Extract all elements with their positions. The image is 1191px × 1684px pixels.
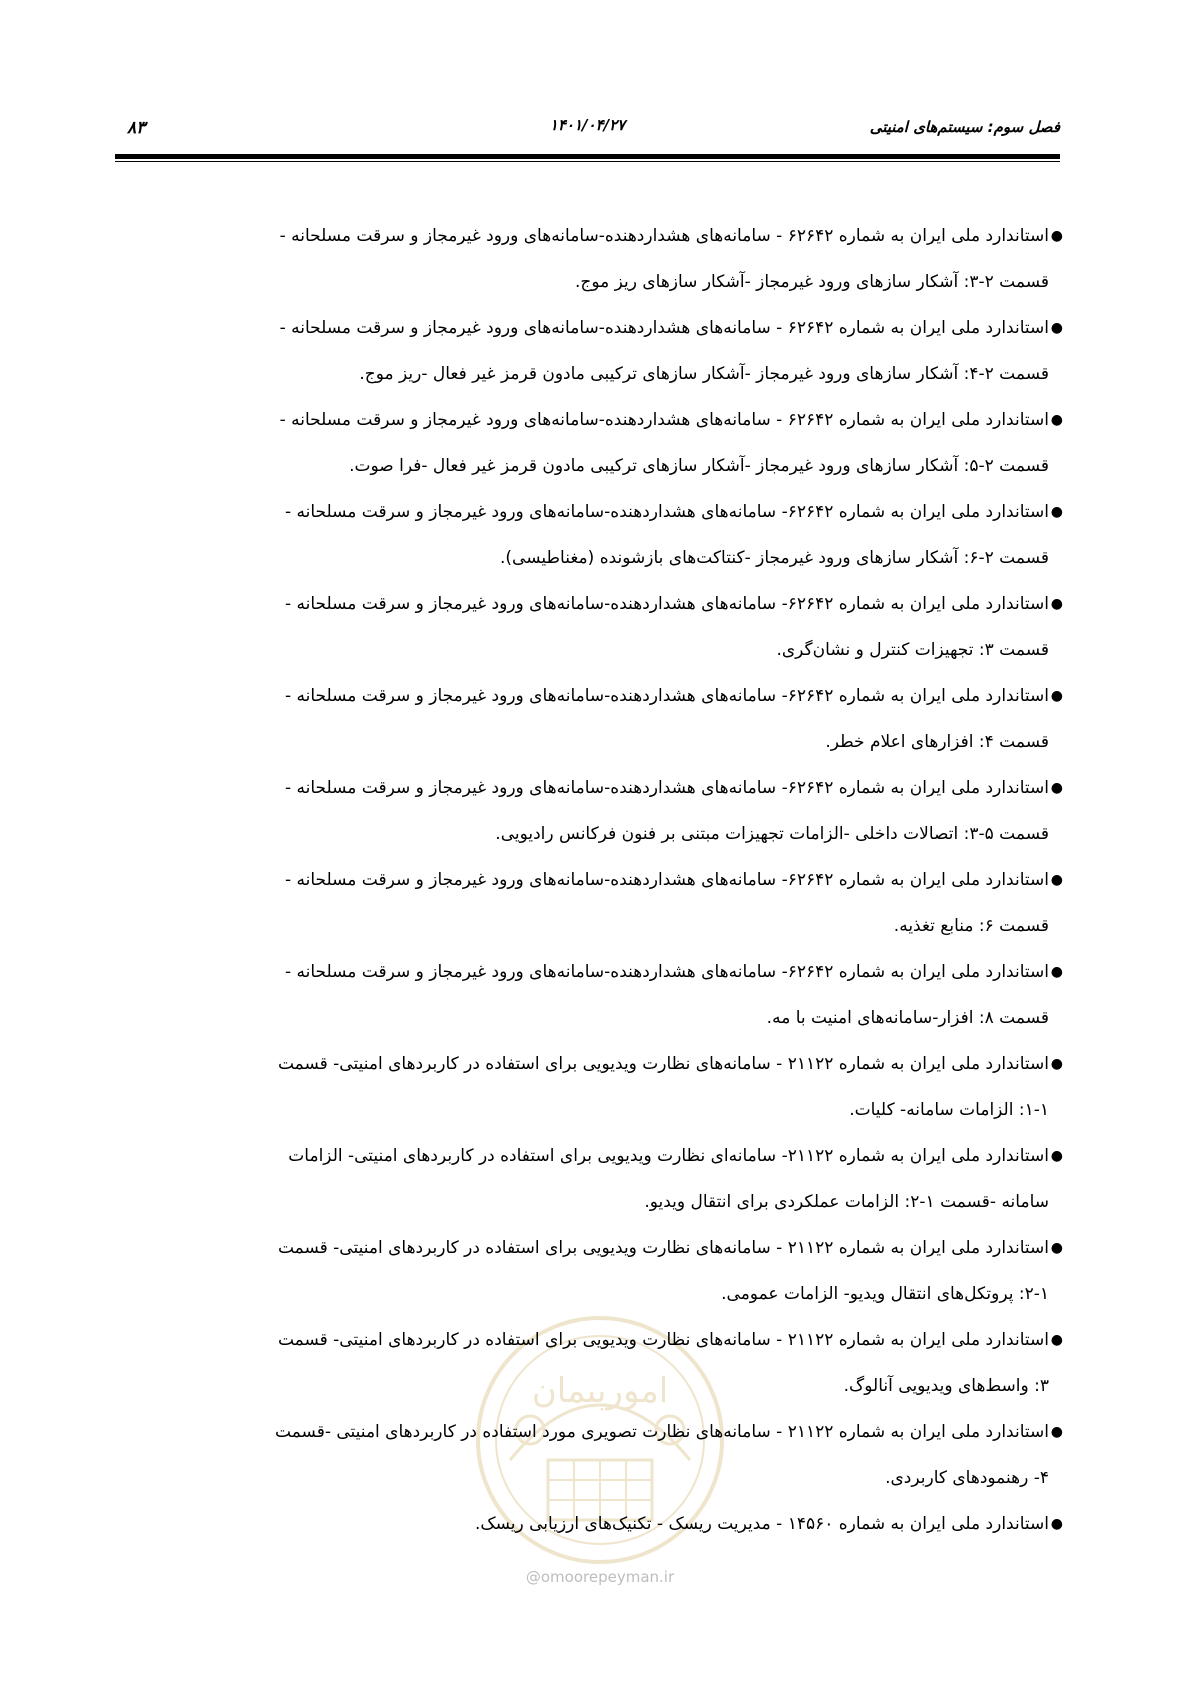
list-item [115,765,1063,857]
bullet-icon: ● [1050,1056,1063,1072]
list-item-line2: قسمت ۲-۴: آشکار سازهای ورود غیرمجاز -آشکار سازهای ترکیبی مادون قرمز غیر فعال -ریز موج. [359,364,1049,384]
header-rule-thick [115,154,1060,159]
list-item [115,1225,1063,1317]
bullet-icon: ● [1050,320,1063,336]
bullet-icon: ● [1050,596,1063,612]
list-item-line2: ۲-۱: پروتکل‌های انتقال ویدیو- الزامات عمومی. [721,1284,1049,1304]
bullet-icon: ● [1050,688,1063,704]
bullet-icon: ● [1050,412,1063,428]
list-item [115,397,1063,489]
list-item-line2: قسمت ۳: تجهیزات کنترل و نشان‌گری. [776,640,1049,660]
bullet-icon: ● [1050,228,1063,244]
bullet-icon: ● [1050,1424,1063,1440]
list-item-line2: قسمت ۸: افزار-سامانه‌های امنیت با مه. [766,1008,1049,1028]
list-item-line1: استاندارد ملی ایران به شماره ۶۲۶۴۲ - سامانه‌های هشداردهنده-سامانه‌های ورود غیرمجاز و سرقت مسلحانه - [279,410,1049,430]
bullet-icon: ● [1050,872,1063,888]
list-item-line1: استاندارد ملی ایران به شماره ۲۱۱۲۲ - سامانه‌های نظارت تصویری مورد استفاده در کاربردهای امنیتی -قسمت [275,1422,1049,1442]
list-item [115,489,1063,581]
header-rule-thin [115,161,1060,162]
list-item-line2: ۴- رهنمودهای کاربردی. [885,1468,1049,1488]
list-item-line1: استاندارد ملی ایران به شماره ۱۴۵۶۰ - مدیریت ریسک - تکنیک‌های ارزیابی ریسک. [475,1514,1049,1534]
list-item-line2: ۳: واسط‌های ویدیویی آنالوگ. [843,1376,1049,1396]
list-item [115,1041,1063,1133]
list-item-line2: قسمت ۲-۵: آشکار سازهای ورود غیرمجاز -آشکار سازهای ترکیبی مادون قرمز غیر فعال -فرا صوت. [349,456,1049,476]
page-header [115,110,1060,146]
bullet-icon: ● [1050,1516,1063,1532]
list-item-line2: قسمت ۴: افزارهای اعلام خطر. [825,732,1049,752]
list-item-line2: سامانه -قسمت ۱-۲: الزامات عملکردی برای انتقال ویدیو. [644,1192,1049,1212]
list-item-line2: قسمت ۵-۳: اتصالات داخلی -الزامات تجهیزات مبتنی بر فنون فرکانس رادیویی. [495,824,1049,844]
list-item-line1: استاندارد ملی ایران به شماره ۶۲۶۴۲- سامانه‌های هشداردهنده-سامانه‌های ورود غیرمجاز و سرقت مسلحانه - [284,962,1049,982]
list-item-line2: ۱-۱: الزامات سامانه- کلیات. [849,1100,1049,1120]
list-item-line2: قسمت ۲-۶: آشکار سازهای ورود غیرمجاز -کنتاکت‌های بازشونده (مغناطیسی). [500,548,1049,568]
list-item [115,1133,1063,1225]
list-item-line1: استاندارد ملی ایران به شماره ۲۱۱۲۲- سامانه‌ای نظارت ویدیویی برای استفاده در کاربردهای امنیتی- الزامات [288,1146,1049,1166]
list-item-line1: استاندارد ملی ایران به شماره ۶۲۶۴۲- سامانه‌های هشداردهنده-سامانه‌های ورود غیرمجاز و سرقت مسلحانه - [284,870,1049,890]
list-item [115,581,1063,673]
watermark-logo-text: امورپیمان [531,1371,669,1411]
bullet-icon: ● [1050,780,1063,796]
list-item [115,1317,1063,1409]
header-date: ۱۴۰۱/۰۴/۲۷ [549,116,626,134]
standards-content [115,213,1063,1547]
list-item-line2: قسمت ۶: منابع تغذیه. [893,916,1049,936]
list-item-line1: استاندارد ملی ایران به شماره ۲۱۱۲۲ - سامانه‌های نظارت ویدیویی برای استفاده در کاربردهای امنیتی- قسمت [277,1054,1049,1074]
list-item-line1: استاندارد ملی ایران به شماره ۲۱۱۲۲ - سامانه‌های نظارت ویدیویی برای استفاده در کاربردهای امنیتی- قسمت [277,1238,1049,1258]
standards-list [115,213,1063,1547]
list-item-line1: استاندارد ملی ایران به شماره ۶۲۶۴۲- سامانه‌های هشداردهنده-سامانه‌های ورود غیرمجاز و سرقت مسلحانه - [284,778,1049,798]
list-item-line1: استاندارد ملی ایران به شماره ۶۲۶۴۲- سامانه‌های هشداردهنده-سامانه‌های ورود غیرمجاز و سرقت مسلحانه - [284,502,1049,522]
bullet-icon: ● [1050,504,1063,520]
list-item-line1: استاندارد ملی ایران به شماره ۶۲۶۴۲- سامانه‌های هشداردهنده-سامانه‌های ورود غیرمجاز و سرقت مسلحانه - [284,594,1049,614]
list-item [115,1409,1063,1501]
watermark-site: @omoorepeyman.ir [525,1568,675,1586]
bullet-icon: ● [1050,964,1063,980]
list-item-line1: استاندارد ملی ایران به شماره ۶۲۶۴۲- سامانه‌های هشداردهنده-سامانه‌های ورود غیرمجاز و سرقت مسلحانه - [284,686,1049,706]
list-item [115,213,1063,305]
bullet-icon: ● [1050,1332,1063,1348]
chapter-title: فصل سوم: سیستم‌های امنیتی [869,118,1060,136]
list-item-line1: استاندارد ملی ایران به شماره ۲۱۱۲۲ - سامانه‌های نظارت ویدیویی برای استفاده در کاربردهای امنیتی- قسمت [277,1330,1049,1350]
bullet-icon: ● [1050,1240,1063,1256]
list-item-line1: استاندارد ملی ایران به شماره ۶۲۶۴۲ - سامانه‌های هشداردهنده-سامانه‌های ورود غیرمجاز و سرقت مسلحانه - [279,226,1049,246]
list-item-line2: قسمت ۲-۳: آشکار سازهای ورود غیرمجاز -آشکار سازهای ریز موج. [574,272,1049,292]
list-item-line1: استاندارد ملی ایران به شماره ۶۲۶۴۲ - سامانه‌های هشداردهنده-سامانه‌های ورود غیرمجاز و سرقت مسلحانه - [279,318,1049,338]
list-item [115,1501,1063,1547]
list-item [115,673,1063,765]
page-number: ۸۳ [127,118,146,138]
bullet-icon: ● [1050,1148,1063,1164]
list-item [115,857,1063,949]
list-item [115,305,1063,397]
list-item [115,949,1063,1041]
